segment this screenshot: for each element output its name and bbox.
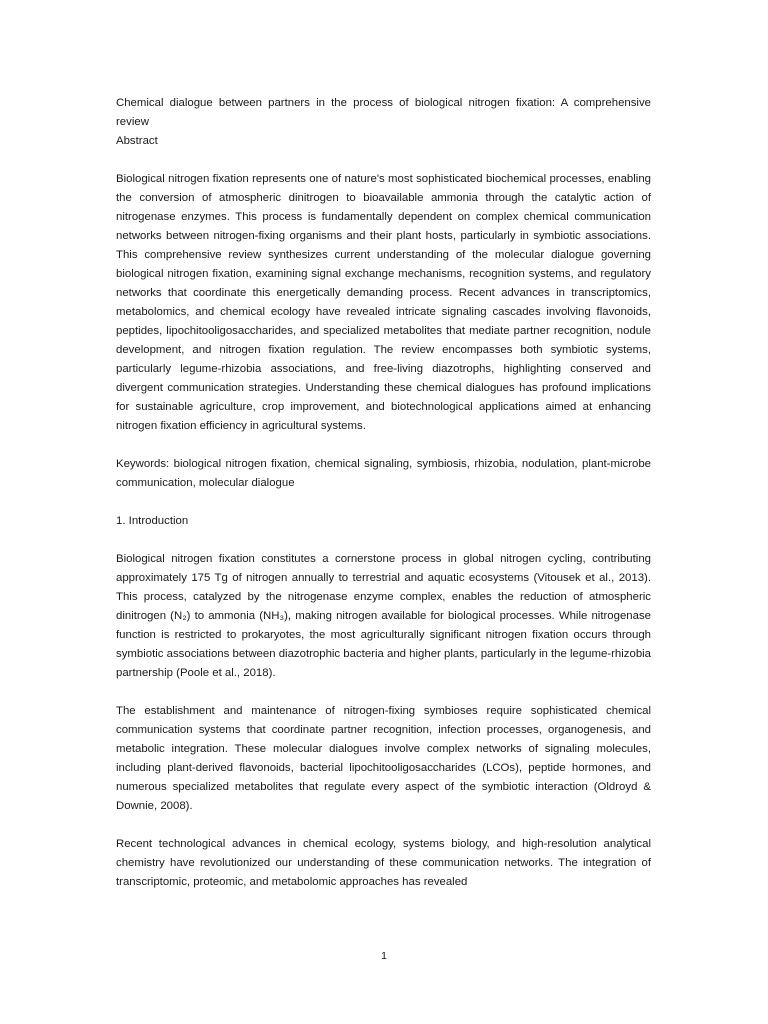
- document-title: Chemical dialogue between partners in the process of biological nitrogen fixation: A comprehensive review: [116, 97, 651, 128]
- keywords-paragraph: Keywords: biological nitrogen fixation, chemical signaling, symbiosis, rhizobia, nodulation, plant-microbe communication, molecular dialogue: [116, 458, 651, 489]
- body-paragraph: Biological nitrogen fixation constitutes a cornerstone process in global nitrogen cycling, contributing approximately 175 Tg of nitrogen annually to terrestrial and aquatic ecosystems (Vitousek et al., 2013). This process, catalyzed by the nitrogenase enzyme complex, enables the reduction of atmospheric dinitrogen (N₂) to ammonia (NH₃), making nitrogen available for biological processes. While nitrogenase function is restricted to prokaryotes, the most agriculturally significant nitrogen fixation occurs through symbiotic associations between diazotrophic bacteria and higher plants, particularly in the legume-rhizobia partnership (Poole et al., 2018).: [116, 553, 652, 679]
- spacer: [116, 436, 651, 455]
- section-heading-introduction: 1. Introduction: [116, 515, 189, 527]
- spacer: [116, 816, 651, 835]
- spacer: [116, 151, 651, 170]
- spacer: [116, 493, 651, 512]
- body-paragraph: Recent technological advances in chemical ecology, systems biology, and high-resolution analytical chemistry have revolutionized our understanding of these communication networks. The integration of transcriptomic, proteomic, and metabolomic approaches has revealed: [116, 838, 651, 888]
- spacer: [116, 531, 651, 550]
- abstract-paragraph: Biological nitrogen fixation represents one of nature's most sophisticated biochemical processes, enabling the conversion of atmospheric dinitrogen to bioavailable ammonia through the catalytic action of nitrogenase enzymes. This process is fundamentally dependent on complex chemical communication networks between nitrogen-fixing organisms and their plant hosts, particularly in symbiotic associations. This comprehensive review synthesizes current understanding of the molecular dialogue governing biological nitrogen fixation, examining signal exchange mechanisms, recognition systems, and regulatory networks that coordinate this energetically demanding process. Recent advances in transcriptomics, metabolomics, and chemical ecology have revealed intricate signaling cascades involving flavonoids, peptides, lipochitooligosaccharides, and specialized metabolites that mediate partner recognition, nodule development, and nitrogen fixation regulation. The review encompasses both symbiotic systems, particularly legume-rhizobia associations, and free-living diazotrophs, highlighting conserved and divergent communication strategies. Understanding these chemical dialogues has profound implications for sustainable agriculture, crop improvement, and biotechnological applications aimed at enhancing nitrogen fixation efficiency in agricultural systems.: [116, 173, 651, 432]
- page-number: 1: [381, 950, 387, 962]
- page-body: [116, 94, 651, 892]
- abstract-heading: Abstract: [116, 135, 158, 147]
- body-paragraph: The establishment and maintenance of nitrogen-fixing symbioses require sophisticated chemical communication systems that coordinate partner recognition, infection processes, organogenesis, and metabolic integration. These molecular dialogues involve complex networks of signaling molecules, including plant-derived flavonoids, bacterial lipochitooligosaccharides (LCOs), peptide hormones, and numerous specialized metabolites that regulate every aspect of the symbiotic interaction (Oldroyd & Downie, 2008).: [116, 705, 651, 812]
- spacer: [116, 683, 651, 702]
